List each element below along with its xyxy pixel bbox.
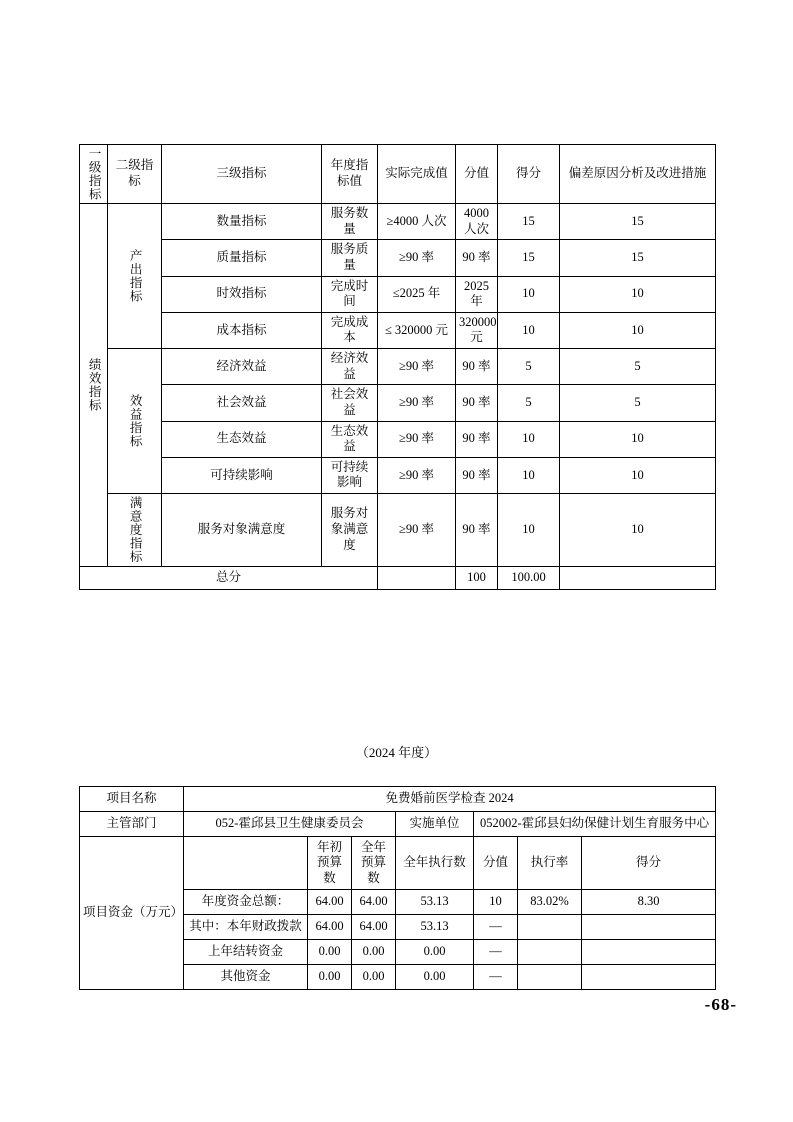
header-actual: 实际完成值 [378, 145, 456, 204]
table-row [80, 312, 716, 348]
total-deviation [560, 566, 716, 589]
level2-label: 服务对象满意度 [162, 494, 322, 567]
dash-mark: — [474, 915, 518, 940]
table-row [80, 349, 716, 385]
actual-value: 90 率 [456, 349, 498, 385]
score-value: 5 [498, 349, 560, 385]
header-annual-target: 年度指标值 [322, 145, 378, 204]
score: 15 [560, 240, 716, 276]
score-value: 5 [498, 385, 560, 421]
dash-mark: — [474, 940, 518, 965]
level3-label: 社会效益 [322, 385, 378, 421]
level3-label: 完成成本 [322, 312, 378, 348]
level2-label: 质量指标 [162, 240, 322, 276]
score: 10 [560, 276, 716, 312]
row-label: 其他资金 [184, 965, 308, 990]
group-label-satisfaction: 满意度指标 [108, 494, 162, 567]
total-score-value: 100 [456, 566, 498, 589]
project-name-row [80, 787, 716, 812]
page-number: -68- [704, 995, 737, 1014]
total-label: 总分 [80, 566, 378, 589]
header-score-value: 分值 [456, 145, 498, 204]
score-value: 10 [498, 457, 560, 493]
actual-value: 2025 年 [456, 276, 498, 312]
unit-value: 052002-霍邱县妇幼保健计划生育服务中心 [474, 812, 716, 837]
target-value: ≤ 320000 元 [378, 312, 456, 348]
row-label: 年度资金总额： [184, 890, 308, 915]
total-row [80, 566, 716, 589]
funds-label: 项目资金（万元） [80, 837, 184, 990]
level3-label: 可持续影响 [322, 457, 378, 493]
target-value: ≥90 率 [378, 240, 456, 276]
performance-indicator-table [79, 144, 716, 590]
header-level3: 三级指标 [162, 145, 322, 204]
level2-label: 成本指标 [162, 312, 322, 348]
department-row [80, 812, 716, 837]
year-budget: 0.00 [352, 940, 396, 965]
table-row [80, 204, 716, 240]
actual-value: 90 率 [456, 457, 498, 493]
score-value: 10 [498, 421, 560, 457]
level2-label: 可持续影响 [162, 457, 322, 493]
score-value: 15 [498, 204, 560, 240]
year-budget: 0.00 [352, 965, 396, 990]
target-value: ≥90 率 [378, 457, 456, 493]
funds-header-row [80, 837, 716, 890]
project-name-label: 项目名称 [80, 787, 184, 812]
year-exec: 0.00 [396, 940, 474, 965]
table-row [80, 385, 716, 421]
table-row [80, 240, 716, 276]
score: 10 [560, 421, 716, 457]
group-label-benefit: 效益指标 [108, 349, 162, 494]
target-value: ≥90 率 [378, 494, 456, 567]
actual-value: 90 率 [456, 421, 498, 457]
actual-value: 90 率 [456, 385, 498, 421]
exec-rate: 83.02% [518, 890, 582, 915]
actual-value: 90 率 [456, 494, 498, 567]
project-name-value: 免费婚前医学检查 2024 [184, 787, 716, 812]
header-exec-rate: 执行率 [518, 837, 582, 890]
level3-label: 生态效益 [322, 421, 378, 457]
level3-label: 服务质量 [322, 240, 378, 276]
target-value: ≥4000 人次 [378, 204, 456, 240]
score: 10 [560, 494, 716, 567]
unit-label: 实施单位 [396, 812, 474, 837]
score-value: 10 [498, 494, 560, 567]
level2-label: 社会效益 [162, 385, 322, 421]
begin-budget: 0.00 [308, 965, 352, 990]
funds-header-blank [184, 837, 308, 890]
begin-budget: 0.00 [308, 940, 352, 965]
total-actual [378, 566, 456, 589]
project-funds-table [79, 786, 716, 990]
score-value: 15 [498, 240, 560, 276]
header-score: 得分 [582, 837, 716, 890]
level3-label: 服务数量 [322, 204, 378, 240]
header-deviation: 偏差原因分析及改进措施 [560, 145, 716, 204]
group-label-output: 产出指标 [108, 204, 162, 349]
header-score: 得分 [498, 145, 560, 204]
row-label: 上年结转资金 [184, 940, 308, 965]
year-exec: 0.00 [396, 965, 474, 990]
table-row [80, 494, 716, 567]
header-score-value: 分值 [474, 837, 518, 890]
begin-budget: 64.00 [308, 915, 352, 940]
score-value: 10 [474, 890, 518, 915]
target-value: ≥90 率 [378, 349, 456, 385]
target-value: ≥90 率 [378, 385, 456, 421]
header-year-budget: 全年预算数 [352, 837, 396, 890]
level2-label: 时效指标 [162, 276, 322, 312]
year-exec: 53.13 [396, 915, 474, 940]
level2-label: 生态效益 [162, 421, 322, 457]
table-row [80, 421, 716, 457]
target-value: ≤2025 年 [378, 276, 456, 312]
exec-rate-blank [518, 915, 582, 940]
level2-label: 数量指标 [162, 204, 322, 240]
exec-rate-blank [518, 940, 582, 965]
target-value: ≥90 率 [378, 421, 456, 457]
begin-budget: 64.00 [308, 890, 352, 915]
year-budget: 64.00 [352, 915, 396, 940]
score-value: 10 [498, 276, 560, 312]
score: 5 [560, 385, 716, 421]
level3-label: 经济效益 [322, 349, 378, 385]
score: 5 [560, 349, 716, 385]
level3-label: 完成时间 [322, 276, 378, 312]
total-score: 100.00 [498, 566, 560, 589]
header-year-exec: 全年执行数 [396, 837, 474, 890]
score: 8.30 [582, 890, 716, 915]
table-row [80, 457, 716, 493]
department-label: 主管部门 [80, 812, 184, 837]
score-blank [582, 965, 716, 990]
table-header-row [80, 145, 716, 204]
header-level1: 一级指标 [80, 145, 108, 204]
actual-value: 90 率 [456, 240, 498, 276]
level3-label: 服务对象满意度 [322, 494, 378, 567]
exec-rate-blank [518, 965, 582, 990]
year-budget: 64.00 [352, 890, 396, 915]
dash-mark: — [474, 965, 518, 990]
score: 10 [560, 312, 716, 348]
level2-label: 经济效益 [162, 349, 322, 385]
score-blank [582, 915, 716, 940]
department-value: 052-霍邱县卫生健康委员会 [184, 812, 396, 837]
actual-value: 4000 人次 [456, 204, 498, 240]
header-level2: 二级指标 [108, 145, 162, 204]
score-value: 10 [498, 312, 560, 348]
header-begin-budget: 年初预算数 [308, 837, 352, 890]
score: 15 [560, 204, 716, 240]
level1-cell-performance: 绩效指标 [80, 204, 108, 567]
year-exec: 53.13 [396, 890, 474, 915]
section-caption: （2024 年度） [355, 745, 438, 760]
score: 10 [560, 457, 716, 493]
actual-value: 320000 元 [456, 312, 498, 348]
table-row [80, 276, 716, 312]
score-blank [582, 940, 716, 965]
row-label: 其中：本年财政拨款 [184, 915, 308, 940]
